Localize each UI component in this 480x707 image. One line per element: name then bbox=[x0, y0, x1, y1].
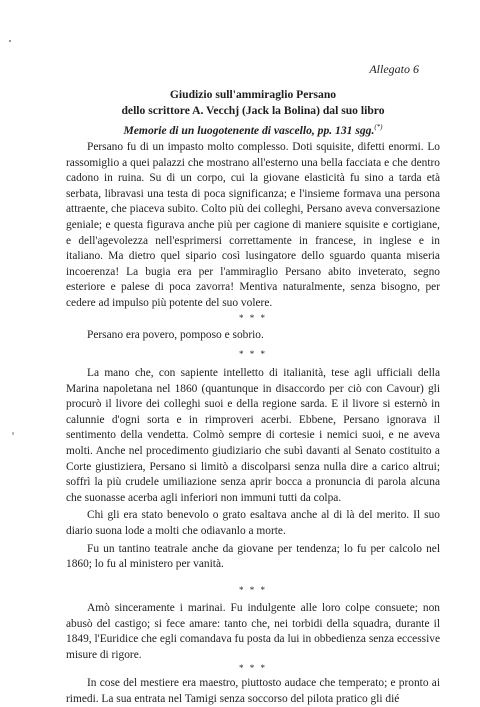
section-separator: * * * bbox=[239, 313, 267, 323]
paragraph: Chi gli era stato benevolo o grato esaltava anche al di là del merito. Il suo diario suona lode a molti che odiavanlo a morte. bbox=[66, 509, 440, 537]
document-heading bbox=[66, 87, 440, 139]
paragraph-block-3 bbox=[66, 366, 440, 573]
paragraph-block-4 bbox=[66, 601, 440, 663]
paragraph-block-5 bbox=[66, 676, 440, 707]
section-separator: * * * bbox=[239, 585, 267, 595]
paragraph: La mano che, con sapiente intelletto di italianità, tese agli ufficiali della Marina napoletana nel 1860 (quantunque in disaccordo per ciò con Cavour) gli procurò il livore dei colleghi suoi e della regione sarda. E il livore si esternò in calunnie d'ogni sorta e in rimproveri acerbi. Ebbene, Persano ignorava il sentimento della vendetta. Colmò sempre di cortesie i nemici suoi, e ne aveva molti. Anche nel procedimento giudiziario che subì davanti al Senato costituito a Corte giustiziera, Persano si limitò a discolparsi senza nulla dire a carico altrui; soffrì la più crudele umiliazione senza aprir bocca a pronuncia di parola alcuna che suonasse acerba agli inferiori non immuni tutti da colpa. bbox=[66, 367, 440, 504]
section-separator: * * * bbox=[239, 663, 267, 673]
book-reference: Memorie di un luogotenente di vascello, pp. 131 sgg. bbox=[123, 123, 375, 137]
paragraph: Amò sinceramente i marinai. Fu indulgente alle loro colpe consuete; non abusò del castigo; si fece amare: tanto che, nei torbidi della squadra, durante il 1849, l'Euridice che egli comandava fu posta da lui in obbedienza senza eccessive misure di rigore. bbox=[66, 602, 440, 661]
scan-speck bbox=[9, 40, 11, 42]
appendix-label: Allegato 6 bbox=[369, 62, 419, 76]
heading-line-2: dello scrittore A. Vecchj (Jack la Bolina) dal suo libro bbox=[121, 104, 385, 117]
section-separator: * * * bbox=[239, 349, 267, 359]
footnote-marker: (*) bbox=[374, 123, 383, 131]
paragraph: Persano era povero, pomposo e sobrio. bbox=[87, 329, 264, 341]
paragraph-block-1 bbox=[66, 140, 440, 312]
paragraph: Persano fu di un impasto molto complesso. Doti squisite, difetti enormi. Lo rassomiglio a quei palazzi che mostrano all'esterno una bella facciata e che dentro cadono in ruina. Su di un corpo, cui la giovane elasticità fu sino a tarda età serbata, libravasi una testa di poca significanza; e l'insieme formava una persona attraente, che piaceva subito. Colto più dei colleghi, Persano aveva conversazione geniale; e questa figurava anche più per cagione di maniere squisite e cortigiane, e dell'agevolezza nell'esprimersi correttamente in francese, in inglese e in italiano. Ma dietro quel sipario così lusingatore dello sguardo quanta miseria incoerenza! La bugia era per l'ammiraglio Persano abito inveterato, segno esteriore e palese di poca zavorra! Mentiva naturalmente, senza bisogno, per cedere ad impulso più potente del suo volere. bbox=[66, 141, 440, 309]
heading-line-1: Giudizio sull'ammiraglio Persano bbox=[169, 88, 337, 101]
paragraph: Fu un tantino teatrale anche da giovane per tendenza; lo fu per calcolo nel 1860; lo fu al ministero per vanità. bbox=[66, 542, 440, 571]
paragraph-block-2 bbox=[66, 328, 440, 344]
paragraph: In cose del mestiere era maestro, piuttosto audace che temperato; e pronto ai rimedi. La sua entrata nel Tamigi senza soccorso del pilota pratico gli dié bbox=[66, 677, 440, 705]
scan-speck bbox=[12, 432, 14, 435]
heading-line-3 bbox=[66, 119, 440, 139]
